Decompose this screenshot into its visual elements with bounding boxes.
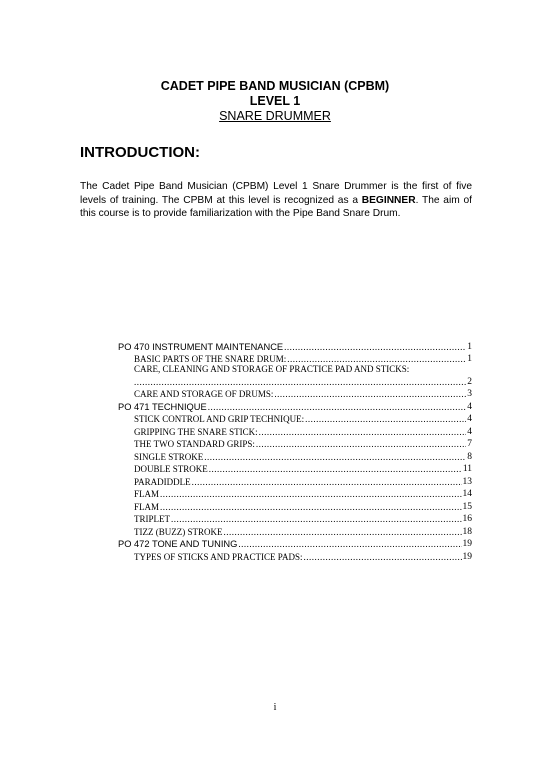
toc-entry[interactable]: [118, 512, 472, 525]
toc-entry-label: TRIPLET: [134, 514, 170, 524]
toc-leader: [192, 477, 462, 487]
toc-entry[interactable]: [118, 474, 472, 487]
toc-entry-label: SINGLE STROKE: [134, 451, 204, 462]
document-subtitle: SNARE DRUMMER: [219, 109, 331, 123]
toc-leader: [208, 402, 467, 412]
toc-entry-page: 1: [467, 354, 472, 364]
toc-leader: [134, 377, 466, 387]
toc-entry-page: 4: [467, 414, 472, 424]
intro-text-bold: BEGINNER: [361, 194, 416, 206]
toc-entry-page: 3: [467, 389, 472, 399]
toc-entry-label: THE TWO STANDARD GRIPS:: [134, 439, 255, 449]
toc-entry-label: FLAM: [134, 489, 160, 499]
toc-entry-label: CARE AND STORAGE OF DRUMS:: [134, 389, 274, 399]
intro-text-end: . The aim of this course is to provide familiarization with the Pipe Band Snare Drum.: [80, 194, 472, 220]
toc-entry[interactable]: [118, 387, 472, 400]
toc-entry[interactable]: [118, 462, 472, 475]
toc-leader: [160, 489, 461, 499]
document-title: CADET PIPE BAND MUSICIAN (CPBM): [160, 79, 390, 93]
toc-leader: [256, 439, 466, 449]
toc-leader: [238, 539, 461, 549]
toc-entry-label: DOUBLE STROKE: [134, 464, 208, 474]
toc-entry-label: FLAM: [134, 501, 160, 512]
toc-entry-page: 11: [462, 464, 472, 474]
toc-leader: [171, 514, 462, 524]
toc-entry-page: 16: [462, 514, 472, 524]
toc-entry-page: 1: [467, 341, 472, 352]
toc-entry-label: CARE, CLEANING AND STORAGE OF PRACTICE PAD AND STICKS:: [134, 364, 410, 374]
toc-entry-page: 19: [462, 539, 472, 549]
toc-leader: [223, 527, 461, 537]
toc-entry[interactable]: [118, 549, 472, 562]
toc-entry[interactable]: [118, 364, 472, 374]
toc-entry-page: 13: [462, 476, 472, 487]
toc-entry-label: PO 470 INSTRUMENT MAINTENANCE: [118, 341, 284, 352]
toc-entry-label: TIZZ (BUZZ) STROKE: [134, 526, 223, 537]
toc-entry[interactable]: [118, 487, 472, 500]
toc-entry[interactable]: [118, 537, 472, 550]
toc-entry-page: 4: [467, 401, 472, 412]
toc-leader: [204, 452, 466, 462]
toc-entry-page: 8: [467, 451, 472, 462]
toc-leader: [284, 342, 466, 352]
introduction-heading: INTRODUCTION:: [80, 144, 200, 161]
toc-leader: [303, 552, 461, 562]
toc-leader: [160, 502, 461, 512]
toc-entry-page: 15: [462, 501, 472, 512]
table-of-contents: [118, 339, 472, 562]
toc-entry-page: 2: [467, 376, 472, 387]
toc-entry[interactable]: [118, 524, 472, 537]
toc-entry[interactable]: [118, 339, 472, 352]
introduction-paragraph: [80, 180, 472, 221]
document-level: LEVEL 1: [249, 94, 301, 108]
toc-leader: [259, 427, 467, 437]
page-number: i: [273, 702, 277, 713]
toc-leader: [287, 354, 466, 364]
toc-entry-page: 14: [462, 489, 472, 499]
toc-entry-page: 19: [462, 551, 472, 562]
toc-leader: [274, 389, 466, 399]
toc-entry-label: TYPES OF STICKS AND PRACTICE PADS:: [134, 551, 303, 562]
toc-entry-label: PO 471 TECHNIQUE: [118, 401, 207, 412]
toc-entry-label: BASIC PARTS OF THE SNARE DRUM:: [134, 354, 287, 364]
toc-entry[interactable]: [118, 352, 472, 365]
toc-entry-label: PO 472 TONE AND TUNING: [118, 539, 238, 549]
toc-entry[interactable]: [118, 412, 472, 425]
toc-entry-label: PARADIDDLE: [134, 476, 191, 487]
toc-entry-label: STICK CONTROL AND GRIP TECHNIQUE:: [134, 414, 305, 424]
toc-entry-page: 4: [467, 426, 472, 437]
toc-entry[interactable]: [118, 437, 472, 450]
intro-text-start: The Cadet Pipe Band Musician (CPBM) Level 1 Snare Drummer is the first of five levels of training. The CPBM at this level is recognized as a: [80, 181, 472, 206]
toc-leader: [209, 464, 462, 474]
toc-entry[interactable]: [118, 499, 472, 512]
toc-entry-page: 18: [462, 526, 472, 537]
toc-entry-page: 7: [467, 439, 472, 449]
toc-entry[interactable]: [118, 449, 472, 462]
toc-entry[interactable]: [118, 424, 472, 437]
toc-entry[interactable]: [118, 399, 472, 412]
toc-leader: [305, 414, 466, 424]
toc-entry-label: GRIPPING THE SNARE STICK:: [134, 426, 258, 437]
toc-entry-continuation[interactable]: [118, 374, 472, 387]
